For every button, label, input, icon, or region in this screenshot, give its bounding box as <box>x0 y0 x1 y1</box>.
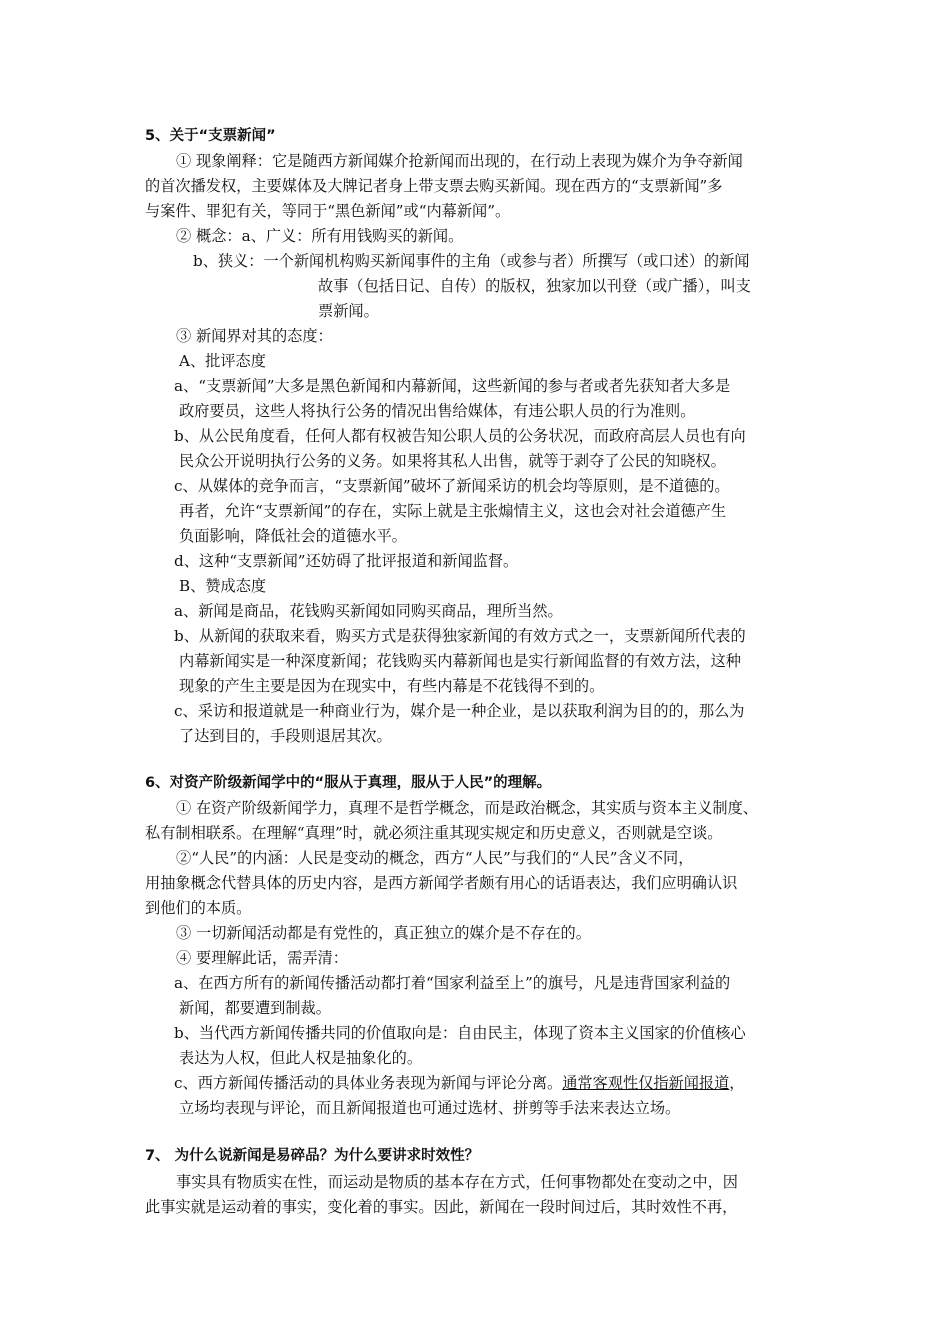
section-6-line: ④ 要理解此话，需弄清： <box>176 949 348 967</box>
section-6-line: 新闻，都要遭到制裁。 <box>179 999 331 1017</box>
section-6-line: 用抽象概念代替具体的历史内容，是西方新闻学者颇有用心的话语表达，我们应明确认识 <box>145 874 738 892</box>
section-5-line: ③ 新闻界对其的态度： <box>176 327 333 345</box>
section-6-line: ②“人民”的内涵：人民是变动的概念，西方“人民”与我们的“人民”含义不同， <box>176 849 694 867</box>
underlined-phrase: 通常客观性仅指新闻报道 <box>562 1074 730 1092</box>
section-5-line: a、“支票新闻”大多是黑色新闻和内幕新闻，这些新闻的参与者或者先获知者大多是 <box>174 377 731 395</box>
section-5-line: c、采访和报道就是一种商业行为，媒介是一种企业，是以获取利润为目的的，那么为 <box>174 702 745 720</box>
section-7-line: 事实具有物质实在性，而运动是物质的基本存在方式，任何事物都处在变动之中，因 <box>176 1173 738 1191</box>
section-6-line <box>174 1073 744 1093</box>
section-6-line: 私有制相联系。在理解“真理”时，就必须注重其现实规定和历史意义，否则就是空谈。 <box>145 824 723 842</box>
section-5-line: 内幕新闻实是一种深度新闻；花钱购买内幕新闻也是实行新闻监督的有效方法，这种 <box>179 652 741 670</box>
section-7-line: 此事实就是运动着的事实，变化着的事实。因此，新闻在一段时间过后，其时效性不再， <box>145 1198 738 1216</box>
section-5-line: 票新闻。 <box>318 302 379 320</box>
section-6-line: 表达为人权，但此人权是抽象化的。 <box>179 1049 422 1067</box>
section-5-line: b、狭义：一个新闻机构购买新闻事件的主角（或参与者）所撰写（或口述）的新闻 <box>193 252 750 270</box>
section-5-line: b、从公民角度看，任何人都有权被告知公职人员的公务状况，而政府高层人员也有向 <box>174 427 746 445</box>
section-5-line: ② 概念：a、广义：所有用钱购买的新闻。 <box>176 227 464 245</box>
section-5-line: a、新闻是商品，花钱购买新闻如同购买商品，理所当然。 <box>174 602 563 620</box>
section-6-line: a、在西方所有的新闻传播活动都打着“国家利益至上”的旗号，凡是违背国家利益的 <box>174 974 731 992</box>
section-5-line: 民众公开说明执行公务的义务。如果将其私人出售，就等于剥夺了公民的知晓权。 <box>179 452 726 470</box>
section-5-line: c、从媒体的竞争而言，“支票新闻”破坏了新闻采访的机会均等原则，是不道德的。 <box>174 477 730 495</box>
section-5-line: B、赞成态度 <box>179 577 267 595</box>
section-6-line: 到他们的本质。 <box>145 899 252 917</box>
section-6-line: ③ 一切新闻活动都是有党性的，真正独立的媒介是不存在的。 <box>176 924 591 942</box>
section-5-line: d、这种“支票新闻”还妨碍了批评报道和新闻监督。 <box>174 552 519 570</box>
line-text: ， <box>729 1074 745 1092</box>
section-5-line: 负面影响，降低社会的道德水平。 <box>179 527 407 545</box>
section-7-heading: 7、 为什么说新闻是易碎品？为什么要讲求时效性？ <box>145 1148 480 1164</box>
section-5-line: 再者，允许“支票新闻”的存在，实际上就是主张煽情主义，这也会对社会道德产生 <box>179 502 727 520</box>
section-6-heading: 6、对资产阶级新闻学中的“服从于真理，服从于人民”的理解。 <box>145 775 552 791</box>
section-6-line: b、当代西方新闻传播共同的价值取向是：自由民主，体现了资本主义国家的价值核心 <box>174 1024 746 1042</box>
section-6-line: ① 在资产阶级新闻学力，真理不是哲学概念，而是政治概念，其实质与资本主义制度、 <box>176 799 758 817</box>
section-5-line: b、从新闻的获取来看，购买方式是获得独家新闻的有效方式之一，支票新闻所代表的 <box>174 627 746 645</box>
section-5-heading: 5、关于“支票新闻” <box>145 128 276 144</box>
section-5-line: A、批评态度 <box>179 352 266 370</box>
section-5-line: 政府要员，这些人将执行公务的情况出售给媒体，有违公职人员的行为准则。 <box>179 402 696 420</box>
section-5-line: 现象的产生主要是因为在现实中，有些内幕是不花钱得不到的。 <box>179 677 605 695</box>
section-5-line: ① 现象阐释：它是随西方新闻媒介抢新闻而出现的，在行动上表现为媒介为争夺新闻 <box>176 152 743 170</box>
line-text: c、西方新闻传播活动的具体业务表现为新闻与评论分离。 <box>174 1074 563 1092</box>
section-5-line: 故事（包括日记、自传）的版权，独家加以刊登（或广播），叫支 <box>318 277 751 295</box>
section-5-line: 与案件、罪犯有关，等同于“黑色新闻”或“内幕新闻”。 <box>145 202 511 220</box>
section-6-line: 立场均表现与评论，而且新闻报道也可通过选材、拼剪等手法来表达立场。 <box>179 1099 681 1117</box>
section-5-line: 的首次播发权，主要媒体及大牌记者身上带支票去购买新闻。现在西方的“支票新闻”多 <box>145 177 723 195</box>
section-5-line: 了达到目的，手段则退居其次。 <box>179 727 392 745</box>
